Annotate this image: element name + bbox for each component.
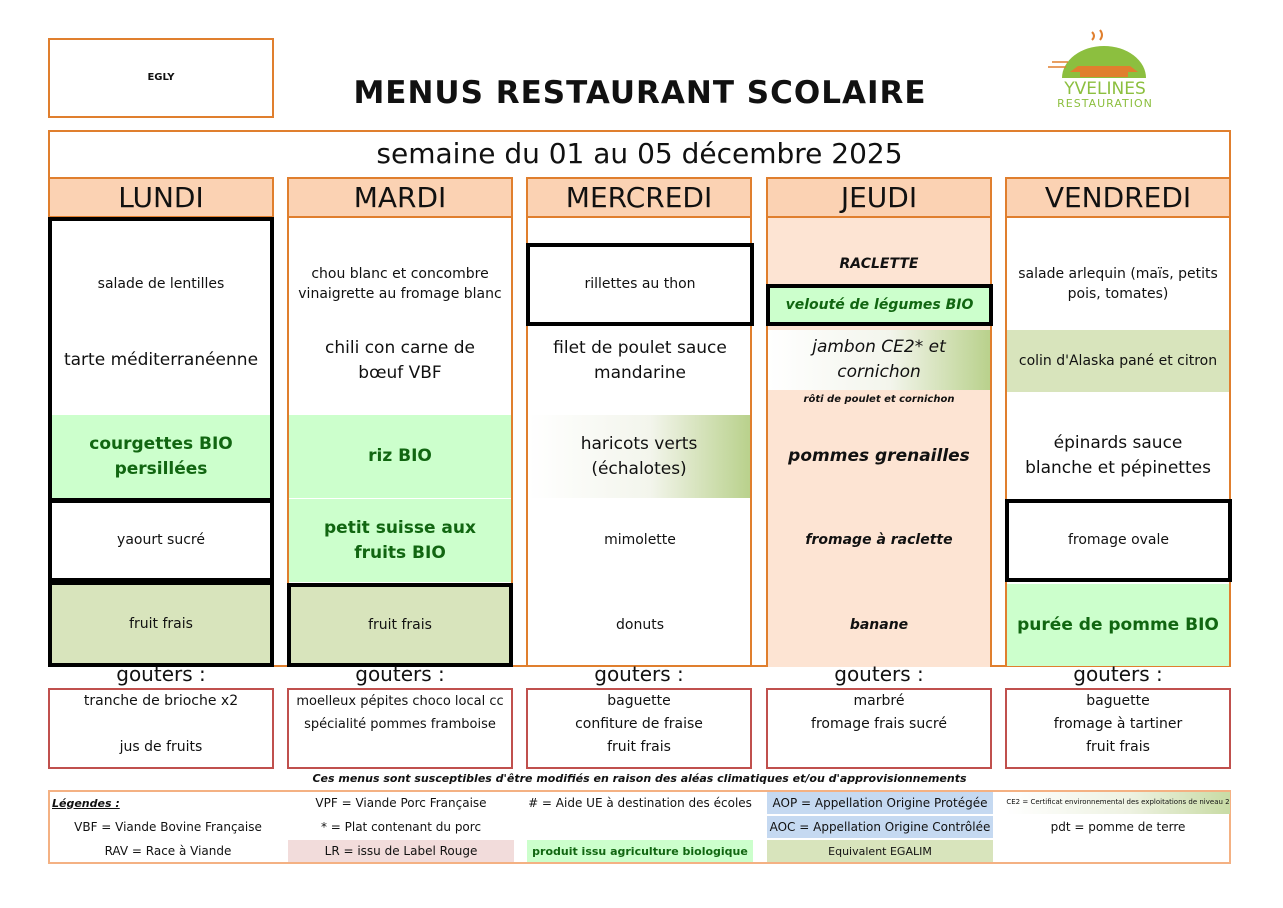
- logo-text-yvelines: YVELINES: [1064, 78, 1146, 99]
- legend-rav: RAV = Race à Viande: [104, 844, 232, 858]
- wednesday-dairy: mimolette: [604, 531, 676, 548]
- snack-friday-line1: baguette: [1086, 693, 1150, 709]
- friday-side: épinards sauce blanche et pépinettes: [1025, 433, 1211, 478]
- legend-pork: * = Plat contenant du porc: [320, 820, 482, 834]
- wednesday-starter: rillettes au thon: [526, 243, 754, 326]
- snack-tuesday-line1: moelleux pépites choco local cc: [296, 694, 504, 709]
- legend-title: Légendes :: [52, 796, 120, 810]
- day-header-monday: LUNDI: [48, 177, 274, 218]
- snack-tuesday-line3: [289, 736, 511, 759]
- thursday-dessert: banane: [849, 616, 909, 633]
- snack-label-thursday: gouters :: [834, 662, 924, 686]
- legend-vbf: VBF = Viande Bovine Française: [74, 820, 262, 834]
- friday-main: colin d'Alaska pané et citron: [1007, 330, 1229, 392]
- wednesday-dessert: donuts: [616, 616, 664, 633]
- monday-starter: salade de lentilles: [97, 275, 225, 292]
- friday-starter: salade arlequin (maïs, petits pois, tomates): [1018, 265, 1218, 302]
- tuesday-side: riz BIO: [289, 415, 511, 498]
- snack-wednesday-line2: confiture de fraise: [575, 716, 703, 732]
- tuesday-main: chili con carne de bœuf VBF: [325, 338, 475, 383]
- legend-bio: produit issu agriculture biologique: [527, 840, 753, 862]
- snack-thursday-line1: marbré: [853, 693, 905, 709]
- snack-monday-line3: jus de fruits: [119, 739, 203, 755]
- disclaimer: Ces menus sont susceptibles d'être modifiés en raison des aléas climatiques et/ou d'approvisionnements: [312, 772, 967, 785]
- snack-box-wednesday: [526, 688, 752, 769]
- thursday-starter: RACLETTE: [839, 255, 919, 272]
- snack-label-monday: gouters :: [116, 662, 206, 686]
- legend-vpf: VPF = Viande Porc Française: [315, 796, 487, 810]
- day-header-wednesday: MERCREDI: [526, 177, 752, 218]
- snack-label-friday: gouters :: [1073, 662, 1163, 686]
- legend-aop: AOP = Appellation Origine Protégée: [767, 792, 993, 814]
- snack-monday-line1: tranche de brioche x2: [83, 693, 239, 709]
- legend-egalim: Equivalent EGALIM: [767, 840, 993, 862]
- thursday-main: jambon CE2* et cornichon: [768, 330, 990, 390]
- thursday-dairy: fromage à raclette: [805, 531, 953, 548]
- legend-pdt: pdt = pomme de terre: [1050, 820, 1186, 834]
- snack-wednesday-line3: fruit frais: [607, 739, 671, 755]
- snack-label-wednesday: gouters :: [594, 662, 684, 686]
- snack-box-thursday: [766, 688, 992, 769]
- page-title: MENUS RESTAURANT SCOLAIRE: [353, 74, 927, 111]
- legend-aoc: AOC = Appellation Origine Contrôlée: [767, 816, 993, 838]
- legend-aid: # = Aide UE à destination des écoles: [528, 796, 752, 810]
- tuesday-dessert: fruit frais: [287, 583, 513, 667]
- week-title: semaine du 01 au 05 décembre 2025: [376, 136, 903, 170]
- day-header-tuesday: MARDI: [287, 177, 513, 218]
- city-name: EGLY: [48, 38, 274, 118]
- snack-monday-line2: [50, 713, 272, 736]
- legend-label-rouge: LR = issu de Label Rouge: [288, 840, 514, 862]
- wednesday-main: filet de poulet sauce mandarine: [553, 338, 727, 383]
- thursday-main-alternative: rôti de poulet et cornichon: [803, 393, 955, 405]
- snack-friday-line3: fruit frais: [1086, 739, 1150, 755]
- snack-tuesday-line2: spécialité pommes framboise: [304, 717, 496, 732]
- thursday-side: pommes grenailles: [788, 445, 970, 466]
- snack-box-monday: [48, 688, 274, 769]
- logo-text-restauration: RESTAURATION: [1057, 97, 1153, 111]
- day-header-thursday: JEUDI: [766, 177, 992, 218]
- snack-wednesday-line1: baguette: [607, 693, 671, 709]
- monday-dairy: yaourt sucré: [48, 499, 274, 582]
- monday-side: courgettes BIO persillées: [52, 415, 270, 498]
- wednesday-side: haricots verts (échalotes): [528, 415, 750, 498]
- friday-dessert: purée de pomme BIO: [1007, 584, 1229, 666]
- tuesday-dairy: petit suisse aux fruits BIO: [289, 499, 511, 582]
- friday-dairy: fromage ovale: [1005, 499, 1232, 582]
- day-header-friday: VENDREDI: [1005, 177, 1231, 218]
- snack-box-tuesday: [287, 688, 513, 769]
- monday-dessert: fruit frais: [48, 581, 274, 667]
- legend-ce2: CE2 = Certificat environnemental des exploitations de niveau 2: [1006, 792, 1230, 814]
- snack-friday-line2: fromage à tartiner: [1053, 716, 1183, 732]
- tuesday-starter: chou blanc et concombre vinaigrette au fromage blanc: [298, 265, 502, 302]
- monday-main: tarte méditerranéenne: [63, 349, 259, 370]
- snack-box-friday: [1005, 688, 1231, 769]
- snack-label-tuesday: gouters :: [355, 662, 445, 686]
- snack-thursday-line2: fromage frais sucré: [811, 716, 947, 732]
- thursday-starter-2: velouté de légumes BIO: [766, 284, 993, 326]
- snack-thursday-line3: [768, 736, 990, 759]
